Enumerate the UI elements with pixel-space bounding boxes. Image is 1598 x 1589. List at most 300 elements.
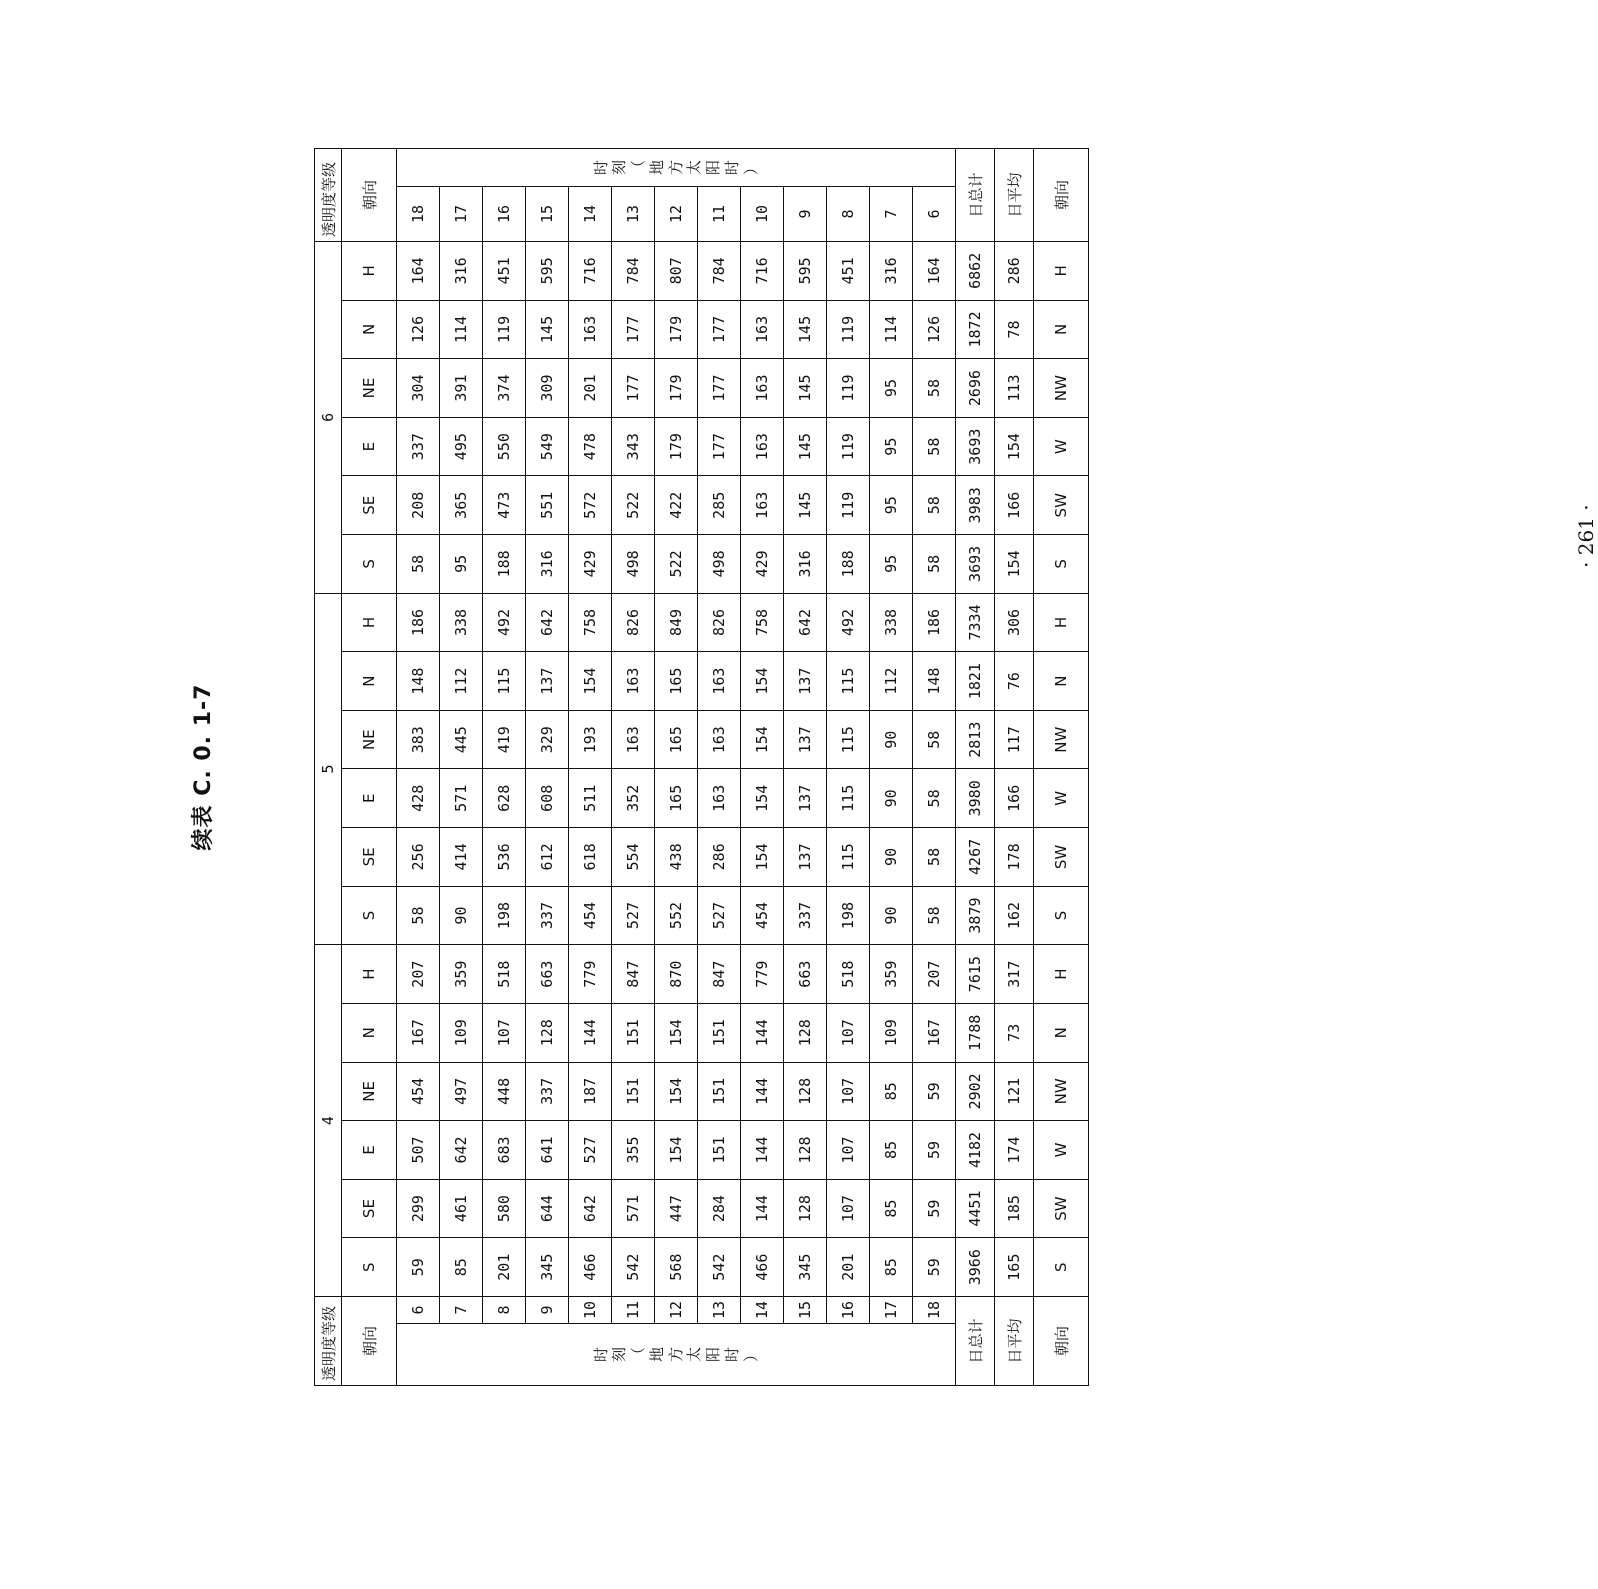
value-cell: 345 bbox=[526, 1238, 569, 1297]
daily-total-row-cell: 4267 bbox=[956, 828, 995, 887]
value-cell: 145 bbox=[526, 300, 569, 359]
time-label-char: 阳 bbox=[704, 1347, 723, 1363]
orientation-top-g5-5: H bbox=[342, 593, 397, 652]
value-cell: 758 bbox=[741, 593, 784, 652]
value-cell: 115 bbox=[827, 828, 870, 887]
time-label-char: 阳 bbox=[704, 160, 723, 176]
hour-left: 9 bbox=[526, 1296, 569, 1323]
value-cell: 847 bbox=[698, 945, 741, 1004]
value-cell: 571 bbox=[612, 1179, 655, 1238]
value-cell: 359 bbox=[870, 945, 913, 1004]
value-cell: 522 bbox=[655, 535, 698, 594]
hour-right: 16 bbox=[483, 187, 526, 242]
value-cell: 438 bbox=[655, 828, 698, 887]
daily-total-row-cell: 3966 bbox=[956, 1238, 995, 1297]
value-cell: 154 bbox=[655, 1121, 698, 1180]
table-row bbox=[483, 149, 526, 1386]
value-cell: 419 bbox=[483, 710, 526, 769]
daily-average-row-cell: 166 bbox=[995, 476, 1034, 535]
value-cell: 137 bbox=[784, 652, 827, 711]
daily-total-row-cell: 3983 bbox=[956, 476, 995, 535]
value-cell: 144 bbox=[741, 1121, 784, 1180]
orientation-bottom-g4-3: NW bbox=[1034, 1062, 1089, 1121]
value-cell: 58 bbox=[913, 886, 956, 945]
daily-total-row-cell: 1821 bbox=[956, 652, 995, 711]
value-cell: 85 bbox=[870, 1062, 913, 1121]
table-row bbox=[569, 149, 612, 1386]
time-label-char: 方 bbox=[666, 160, 685, 176]
orientation-top-g6-4: N bbox=[342, 300, 397, 359]
orientation-top-g4-2: E bbox=[342, 1121, 397, 1180]
value-cell: 337 bbox=[526, 886, 569, 945]
value-cell: 107 bbox=[483, 1003, 526, 1062]
value-cell: 95 bbox=[870, 476, 913, 535]
table-row bbox=[440, 149, 483, 1386]
value-cell: 807 bbox=[655, 242, 698, 301]
hour-right: 17 bbox=[440, 187, 483, 242]
value-cell: 552 bbox=[655, 886, 698, 945]
page-number: · 261 · bbox=[1574, 504, 1598, 568]
value-cell: 154 bbox=[741, 652, 784, 711]
value-cell: 784 bbox=[612, 242, 655, 301]
value-cell: 179 bbox=[655, 300, 698, 359]
daily-total-row-cell: 4182 bbox=[956, 1121, 995, 1180]
value-cell: 618 bbox=[569, 828, 612, 887]
value-cell: 58 bbox=[913, 769, 956, 828]
hour-left: 12 bbox=[655, 1296, 698, 1323]
value-cell: 107 bbox=[827, 1121, 870, 1180]
solar-radiation-table bbox=[314, 148, 1089, 1386]
daily-total-row-cell: 2813 bbox=[956, 710, 995, 769]
daily-average-row-cell: 154 bbox=[995, 535, 1034, 594]
value-cell: 784 bbox=[698, 242, 741, 301]
value-cell: 359 bbox=[440, 945, 483, 1004]
hour-left: 10 bbox=[569, 1296, 612, 1323]
value-cell: 641 bbox=[526, 1121, 569, 1180]
value-cell: 495 bbox=[440, 417, 483, 476]
daily-total-row-cell: 1872 bbox=[956, 300, 995, 359]
grade-4-header: 4 bbox=[315, 945, 342, 1297]
value-cell: 522 bbox=[612, 476, 655, 535]
daily-average-row-cell: 165 bbox=[995, 1238, 1034, 1297]
value-cell: 454 bbox=[569, 886, 612, 945]
time-label-char: （ bbox=[629, 160, 648, 176]
value-cell: 114 bbox=[870, 300, 913, 359]
value-cell: 177 bbox=[698, 359, 741, 418]
value-cell: 391 bbox=[440, 359, 483, 418]
clarity-level-header-left: 透明度等级 bbox=[315, 1296, 342, 1385]
time-label-char: 刻 bbox=[610, 1347, 629, 1363]
value-cell: 826 bbox=[612, 593, 655, 652]
daily-average-row bbox=[995, 149, 1034, 1386]
daily-total-row-cell: 6862 bbox=[956, 242, 995, 301]
hour-right: 11 bbox=[698, 187, 741, 242]
value-cell: 186 bbox=[397, 593, 440, 652]
value-cell: 148 bbox=[397, 652, 440, 711]
value-cell: 608 bbox=[526, 769, 569, 828]
value-cell: 95 bbox=[870, 535, 913, 594]
grade-5-header: 5 bbox=[315, 593, 342, 945]
hour-right: 15 bbox=[526, 187, 569, 242]
value-cell: 145 bbox=[784, 300, 827, 359]
value-cell: 58 bbox=[397, 886, 440, 945]
value-cell: 595 bbox=[526, 242, 569, 301]
time-label-char: 时 bbox=[722, 160, 741, 176]
hour-left: 18 bbox=[913, 1296, 956, 1323]
value-cell: 422 bbox=[655, 476, 698, 535]
value-cell: 128 bbox=[784, 1062, 827, 1121]
orientation-bottom-g5-1: SW bbox=[1034, 828, 1089, 887]
value-cell: 498 bbox=[698, 535, 741, 594]
value-cell: 478 bbox=[569, 417, 612, 476]
time-label-char: 太 bbox=[685, 160, 704, 176]
value-cell: 85 bbox=[870, 1179, 913, 1238]
daily-total-row bbox=[956, 149, 995, 1386]
orientation-bottom-g4-5: H bbox=[1034, 945, 1089, 1004]
time-label-char: 时 bbox=[591, 1347, 610, 1363]
grade-row bbox=[315, 149, 342, 1386]
value-cell: 95 bbox=[870, 359, 913, 418]
hour-left: 7 bbox=[440, 1296, 483, 1323]
value-cell: 85 bbox=[440, 1238, 483, 1297]
value-cell: 779 bbox=[569, 945, 612, 1004]
value-cell: 849 bbox=[655, 593, 698, 652]
value-cell: 137 bbox=[784, 828, 827, 887]
value-cell: 163 bbox=[741, 359, 784, 418]
value-cell: 145 bbox=[784, 476, 827, 535]
value-cell: 144 bbox=[741, 1062, 784, 1121]
value-cell: 107 bbox=[827, 1062, 870, 1121]
value-cell: 571 bbox=[440, 769, 483, 828]
orientation-top-g6-0: S bbox=[342, 535, 397, 594]
hour-right: 8 bbox=[827, 187, 870, 242]
orientation-row-top bbox=[342, 149, 397, 1386]
value-cell: 507 bbox=[397, 1121, 440, 1180]
value-cell: 345 bbox=[784, 1238, 827, 1297]
table-row bbox=[870, 149, 913, 1386]
value-cell: 114 bbox=[440, 300, 483, 359]
value-cell: 316 bbox=[526, 535, 569, 594]
orientation-bottom-g4-2: W bbox=[1034, 1121, 1089, 1180]
value-cell: 383 bbox=[397, 710, 440, 769]
time-label-char: 地 bbox=[647, 160, 666, 176]
value-cell: 193 bbox=[569, 710, 612, 769]
value-cell: 151 bbox=[612, 1062, 655, 1121]
daily-total-row-cell: 3693 bbox=[956, 535, 995, 594]
value-cell: 365 bbox=[440, 476, 483, 535]
value-cell: 144 bbox=[741, 1179, 784, 1238]
value-cell: 144 bbox=[741, 1003, 784, 1062]
daily-average-row-cell: 185 bbox=[995, 1179, 1034, 1238]
value-cell: 198 bbox=[827, 886, 870, 945]
orientation-bottom-g4-0: S bbox=[1034, 1238, 1089, 1297]
value-cell: 473 bbox=[483, 476, 526, 535]
time-label-char: 地 bbox=[647, 1347, 666, 1363]
value-cell: 128 bbox=[526, 1003, 569, 1062]
value-cell: 542 bbox=[698, 1238, 741, 1297]
value-cell: 299 bbox=[397, 1179, 440, 1238]
daily-average-row-label-left: 日平均 bbox=[995, 1296, 1034, 1385]
daily-average-row-cell: 113 bbox=[995, 359, 1034, 418]
value-cell: 337 bbox=[784, 886, 827, 945]
daily-average-row-cell: 117 bbox=[995, 710, 1034, 769]
orientation-bottom-g4-4: N bbox=[1034, 1003, 1089, 1062]
daily-average-row-cell: 178 bbox=[995, 828, 1034, 887]
value-cell: 154 bbox=[741, 710, 784, 769]
value-cell: 612 bbox=[526, 828, 569, 887]
hour-left: 8 bbox=[483, 1296, 526, 1323]
daily-average-row-cell: 73 bbox=[995, 1003, 1034, 1062]
value-cell: 90 bbox=[870, 828, 913, 887]
table-body bbox=[397, 149, 1089, 1386]
daily-average-row-cell: 154 bbox=[995, 417, 1034, 476]
hour-left: 14 bbox=[741, 1296, 784, 1323]
orientation-top-g5-3: NE bbox=[342, 710, 397, 769]
value-cell: 145 bbox=[784, 417, 827, 476]
hour-right: 6 bbox=[913, 187, 956, 242]
daily-average-row-cell: 286 bbox=[995, 242, 1034, 301]
value-cell: 177 bbox=[612, 359, 655, 418]
value-cell: 497 bbox=[440, 1062, 483, 1121]
value-cell: 119 bbox=[483, 300, 526, 359]
orientation-header-right: 朝向 bbox=[342, 149, 397, 242]
value-cell: 163 bbox=[569, 300, 612, 359]
value-cell: 492 bbox=[827, 593, 870, 652]
daily-average-row-cell: 78 bbox=[995, 300, 1034, 359]
table-row bbox=[612, 149, 655, 1386]
value-cell: 207 bbox=[913, 945, 956, 1004]
orientation-top-g6-5: H bbox=[342, 242, 397, 301]
hour-right: 9 bbox=[784, 187, 827, 242]
table-row bbox=[784, 149, 827, 1386]
value-cell: 59 bbox=[913, 1121, 956, 1180]
daily-average-row-cell: 317 bbox=[995, 945, 1034, 1004]
daily-total-row-cell: 7334 bbox=[956, 593, 995, 652]
value-cell: 163 bbox=[741, 300, 784, 359]
orientation-row-bottom bbox=[1034, 149, 1089, 1386]
value-cell: 186 bbox=[913, 593, 956, 652]
value-cell: 109 bbox=[440, 1003, 483, 1062]
orientation-top-g5-1: SE bbox=[342, 828, 397, 887]
value-cell: 151 bbox=[698, 1121, 741, 1180]
orientation-top-g6-1: SE bbox=[342, 476, 397, 535]
orientation-bottom-g6-2: W bbox=[1034, 417, 1089, 476]
value-cell: 164 bbox=[397, 242, 440, 301]
value-cell: 112 bbox=[870, 652, 913, 711]
value-cell: 148 bbox=[913, 652, 956, 711]
value-cell: 107 bbox=[827, 1179, 870, 1238]
orientation-top-g5-2: E bbox=[342, 769, 397, 828]
value-cell: 58 bbox=[913, 828, 956, 887]
value-cell: 542 bbox=[612, 1238, 655, 1297]
value-cell: 119 bbox=[827, 476, 870, 535]
value-cell: 428 bbox=[397, 769, 440, 828]
time-label-char: 时 bbox=[722, 1347, 741, 1363]
value-cell: 461 bbox=[440, 1179, 483, 1238]
value-cell: 595 bbox=[784, 242, 827, 301]
value-cell: 151 bbox=[612, 1003, 655, 1062]
value-cell: 454 bbox=[741, 886, 784, 945]
value-cell: 154 bbox=[655, 1062, 698, 1121]
value-cell: 779 bbox=[741, 945, 784, 1004]
table-title: 续表 C. 0. 1-7 bbox=[191, 683, 216, 851]
value-cell: 154 bbox=[655, 1003, 698, 1062]
value-cell: 352 bbox=[612, 769, 655, 828]
value-cell: 414 bbox=[440, 828, 483, 887]
orientation-top-g4-1: SE bbox=[342, 1179, 397, 1238]
value-cell: 119 bbox=[827, 359, 870, 418]
value-cell: 119 bbox=[827, 417, 870, 476]
value-cell: 128 bbox=[784, 1121, 827, 1180]
value-cell: 163 bbox=[612, 710, 655, 769]
table-row bbox=[741, 149, 784, 1386]
daily-total-row-cell: 2902 bbox=[956, 1062, 995, 1121]
value-cell: 154 bbox=[741, 828, 784, 887]
value-cell: 144 bbox=[569, 1003, 612, 1062]
value-cell: 163 bbox=[698, 652, 741, 711]
time-label-char: 刻 bbox=[610, 160, 629, 176]
hour-left: 6 bbox=[397, 1296, 440, 1323]
value-cell: 716 bbox=[569, 242, 612, 301]
daily-total-row-cell: 3879 bbox=[956, 886, 995, 945]
value-cell: 198 bbox=[483, 886, 526, 945]
orientation-bottom-g6-4: N bbox=[1034, 300, 1089, 359]
value-cell: 518 bbox=[827, 945, 870, 1004]
value-cell: 847 bbox=[612, 945, 655, 1004]
value-cell: 85 bbox=[870, 1121, 913, 1180]
value-cell: 527 bbox=[698, 886, 741, 945]
value-cell: 316 bbox=[440, 242, 483, 301]
value-cell: 580 bbox=[483, 1179, 526, 1238]
value-cell: 165 bbox=[655, 769, 698, 828]
value-cell: 58 bbox=[397, 535, 440, 594]
hour-right: 12 bbox=[655, 187, 698, 242]
value-cell: 554 bbox=[612, 828, 655, 887]
value-cell: 518 bbox=[483, 945, 526, 1004]
value-cell: 527 bbox=[612, 886, 655, 945]
orientation-bottom-g6-1: SW bbox=[1034, 476, 1089, 535]
value-cell: 58 bbox=[913, 535, 956, 594]
value-cell: 337 bbox=[397, 417, 440, 476]
orientation-bottom-g5-0: S bbox=[1034, 886, 1089, 945]
orientation-bottom-g5-5: H bbox=[1034, 593, 1089, 652]
value-cell: 644 bbox=[526, 1179, 569, 1238]
value-cell: 163 bbox=[612, 652, 655, 711]
value-cell: 511 bbox=[569, 769, 612, 828]
orientation-bottom-g5-4: N bbox=[1034, 652, 1089, 711]
value-cell: 527 bbox=[569, 1121, 612, 1180]
value-cell: 126 bbox=[913, 300, 956, 359]
value-cell: 58 bbox=[913, 710, 956, 769]
table-row bbox=[397, 149, 440, 1386]
value-cell: 628 bbox=[483, 769, 526, 828]
value-cell: 188 bbox=[483, 535, 526, 594]
orientation-bottom-g6-3: NW bbox=[1034, 359, 1089, 418]
time-label-left bbox=[397, 1324, 956, 1386]
value-cell: 492 bbox=[483, 593, 526, 652]
hour-left: 17 bbox=[870, 1296, 913, 1323]
value-cell: 128 bbox=[784, 1179, 827, 1238]
value-cell: 167 bbox=[397, 1003, 440, 1062]
daily-total-row-label-left: 日总计 bbox=[956, 1296, 995, 1385]
value-cell: 137 bbox=[784, 769, 827, 828]
hour-left: 15 bbox=[784, 1296, 827, 1323]
orientation-top-g4-4: N bbox=[342, 1003, 397, 1062]
value-cell: 466 bbox=[741, 1238, 784, 1297]
value-cell: 112 bbox=[440, 652, 483, 711]
value-cell: 115 bbox=[483, 652, 526, 711]
daily-total-row-label-right: 日总计 bbox=[956, 149, 995, 242]
value-cell: 343 bbox=[612, 417, 655, 476]
value-cell: 85 bbox=[870, 1238, 913, 1297]
value-cell: 445 bbox=[440, 710, 483, 769]
value-cell: 163 bbox=[698, 710, 741, 769]
value-cell: 466 bbox=[569, 1238, 612, 1297]
value-cell: 337 bbox=[526, 1062, 569, 1121]
value-cell: 663 bbox=[526, 945, 569, 1004]
value-cell: 451 bbox=[483, 242, 526, 301]
value-cell: 59 bbox=[913, 1179, 956, 1238]
daily-total-row-cell: 2696 bbox=[956, 359, 995, 418]
orientation-top-g4-3: NE bbox=[342, 1062, 397, 1121]
value-cell: 498 bbox=[612, 535, 655, 594]
value-cell: 536 bbox=[483, 828, 526, 887]
value-cell: 163 bbox=[741, 417, 784, 476]
daily-total-row-cell: 7615 bbox=[956, 945, 995, 1004]
value-cell: 550 bbox=[483, 417, 526, 476]
hour-left: 16 bbox=[827, 1296, 870, 1323]
value-cell: 90 bbox=[440, 886, 483, 945]
value-cell: 201 bbox=[827, 1238, 870, 1297]
hour-right: 7 bbox=[870, 187, 913, 242]
value-cell: 716 bbox=[741, 242, 784, 301]
value-cell: 683 bbox=[483, 1121, 526, 1180]
value-cell: 208 bbox=[397, 476, 440, 535]
daily-total-row-cell: 4451 bbox=[956, 1179, 995, 1238]
value-cell: 179 bbox=[655, 359, 698, 418]
orientation-bottom-g6-0: S bbox=[1034, 535, 1089, 594]
value-cell: 90 bbox=[870, 886, 913, 945]
orientation-bottom-g5-2: W bbox=[1034, 769, 1089, 828]
value-cell: 355 bbox=[612, 1121, 655, 1180]
daily-average-row-cell: 76 bbox=[995, 652, 1034, 711]
value-cell: 167 bbox=[913, 1003, 956, 1062]
daily-total-row-cell: 1788 bbox=[956, 1003, 995, 1062]
value-cell: 642 bbox=[526, 593, 569, 652]
orientation-bottom-g4-1: SW bbox=[1034, 1179, 1089, 1238]
table-row bbox=[913, 149, 956, 1386]
value-cell: 316 bbox=[870, 242, 913, 301]
orientation-bottom-g5-3: NW bbox=[1034, 710, 1089, 769]
value-cell: 451 bbox=[827, 242, 870, 301]
value-cell: 137 bbox=[526, 652, 569, 711]
value-cell: 59 bbox=[913, 1062, 956, 1121]
daily-total-row-cell: 3693 bbox=[956, 417, 995, 476]
grade-6-header: 6 bbox=[315, 242, 342, 594]
value-cell: 826 bbox=[698, 593, 741, 652]
time-label-char: ） bbox=[741, 1347, 760, 1363]
value-cell: 572 bbox=[569, 476, 612, 535]
value-cell: 177 bbox=[612, 300, 655, 359]
value-cell: 59 bbox=[913, 1238, 956, 1297]
value-cell: 115 bbox=[827, 710, 870, 769]
value-cell: 201 bbox=[483, 1238, 526, 1297]
daily-average-row-cell: 121 bbox=[995, 1062, 1034, 1121]
orientation-top-g4-5: H bbox=[342, 945, 397, 1004]
value-cell: 177 bbox=[698, 417, 741, 476]
value-cell: 58 bbox=[913, 359, 956, 418]
value-cell: 163 bbox=[741, 476, 784, 535]
